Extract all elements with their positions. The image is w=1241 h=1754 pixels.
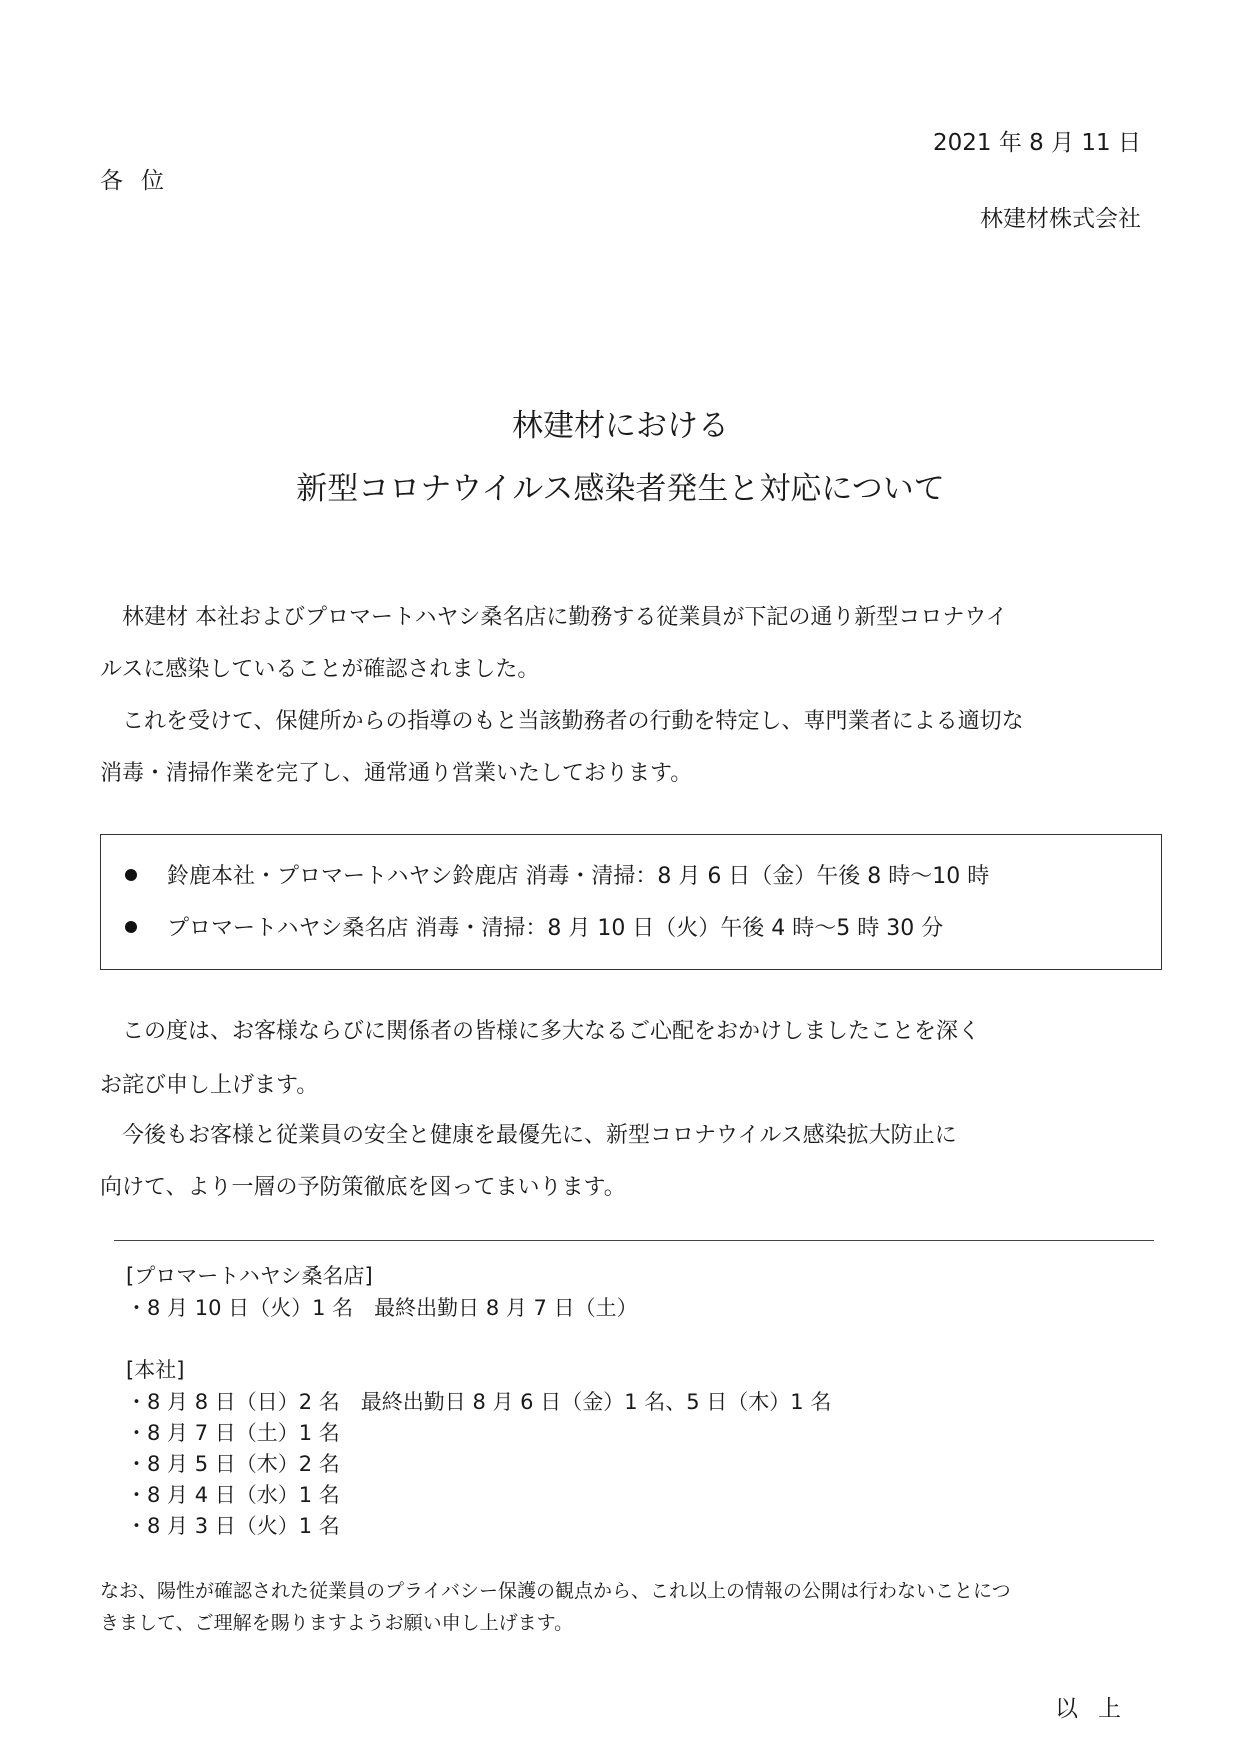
- kuwana-store-heading: [プロマートハヤシ桑名店]: [126, 1264, 373, 1288]
- disinfection-schedule-box: [100, 834, 1162, 970]
- document-title-line1: 林建材における: [512, 408, 729, 444]
- paragraph-4-line-2: 向けて、より一層の予防策徹底を図ってまいります。: [100, 1175, 626, 1200]
- closing-mark: 以上: [1055, 1696, 1141, 1722]
- case-line: ・8 月 3 日（火）1 名: [126, 1514, 340, 1538]
- paragraph-2-line-2: 消毒・清掃作業を完了し、通常通り営業いたしております。: [100, 761, 693, 786]
- document-date: 2021 年 8 月 11 日: [933, 130, 1141, 156]
- bullet-icon: [125, 921, 137, 933]
- document-title-line2: 新型コロナウイルス感染者発生と対応について: [296, 471, 945, 507]
- schedule-item-text: プロマートハヤシ桑名店 消毒・清掃：8 月 10 日（火）午後 4 時～5 時 30 分: [167, 916, 944, 941]
- addressee: 各位: [100, 168, 182, 194]
- paragraph-2-line-1: これを受けて、保健所からの指導のもと当該勤務者の行動を特定し、専門業者による適切な: [100, 709, 1024, 734]
- schedule-item: [125, 911, 943, 942]
- case-line: ・8 月 5 日（木）2 名: [126, 1452, 340, 1476]
- paragraph-3-line-1: この度は、お客様ならびに関係者の皆様に多大なるご心配をおかけしましたことを深く: [100, 1019, 981, 1044]
- section-divider: [114, 1240, 1154, 1241]
- schedule-item-text: 鈴鹿本社・プロマートハヤシ鈴鹿店 消毒・清掃：8 月 6 日（金）午後 8 時～10 時: [167, 864, 990, 889]
- paragraph-1-line-1: 林建材 本社およびプロマートハヤシ桑名店に勤務する従業員が下記の通り新型コロナウイ: [100, 605, 1008, 630]
- case-line: ・8 月 4 日（水）1 名: [126, 1483, 340, 1507]
- headquarters-heading: [本社]: [126, 1358, 185, 1382]
- case-line: ・8 月 7 日（土）1 名: [126, 1421, 340, 1445]
- company-name: 林建材株式会社: [980, 206, 1141, 232]
- case-line: ・8 月 10 日（火）1 名 最終出勤日 8 月 7 日（土）: [126, 1296, 638, 1320]
- paragraph-1-line-2: ルスに感染していることが確認されました。: [100, 657, 540, 682]
- paragraph-3-line-2: お詫び申し上げます。: [100, 1073, 319, 1098]
- paragraph-4-line-1: 今後もお客様と従業員の安全と健康を最優先に、新型コロナウイルス感染拡大防止に: [100, 1123, 957, 1148]
- case-line: ・8 月 8 日（日）2 名 最終出勤日 8 月 6 日（金）1 名、5 日（木）1 名: [126, 1390, 832, 1414]
- privacy-note-line-1: なお、陽性が確認された従業員のプライバシー保護の観点から、これ以上の情報の公開は行わないことにつ: [100, 1580, 1011, 1602]
- bullet-icon: [125, 869, 137, 881]
- schedule-item: [125, 859, 989, 890]
- privacy-note-line-2: きまして、ご理解を賜りますようお願い申し上げます。: [100, 1612, 574, 1634]
